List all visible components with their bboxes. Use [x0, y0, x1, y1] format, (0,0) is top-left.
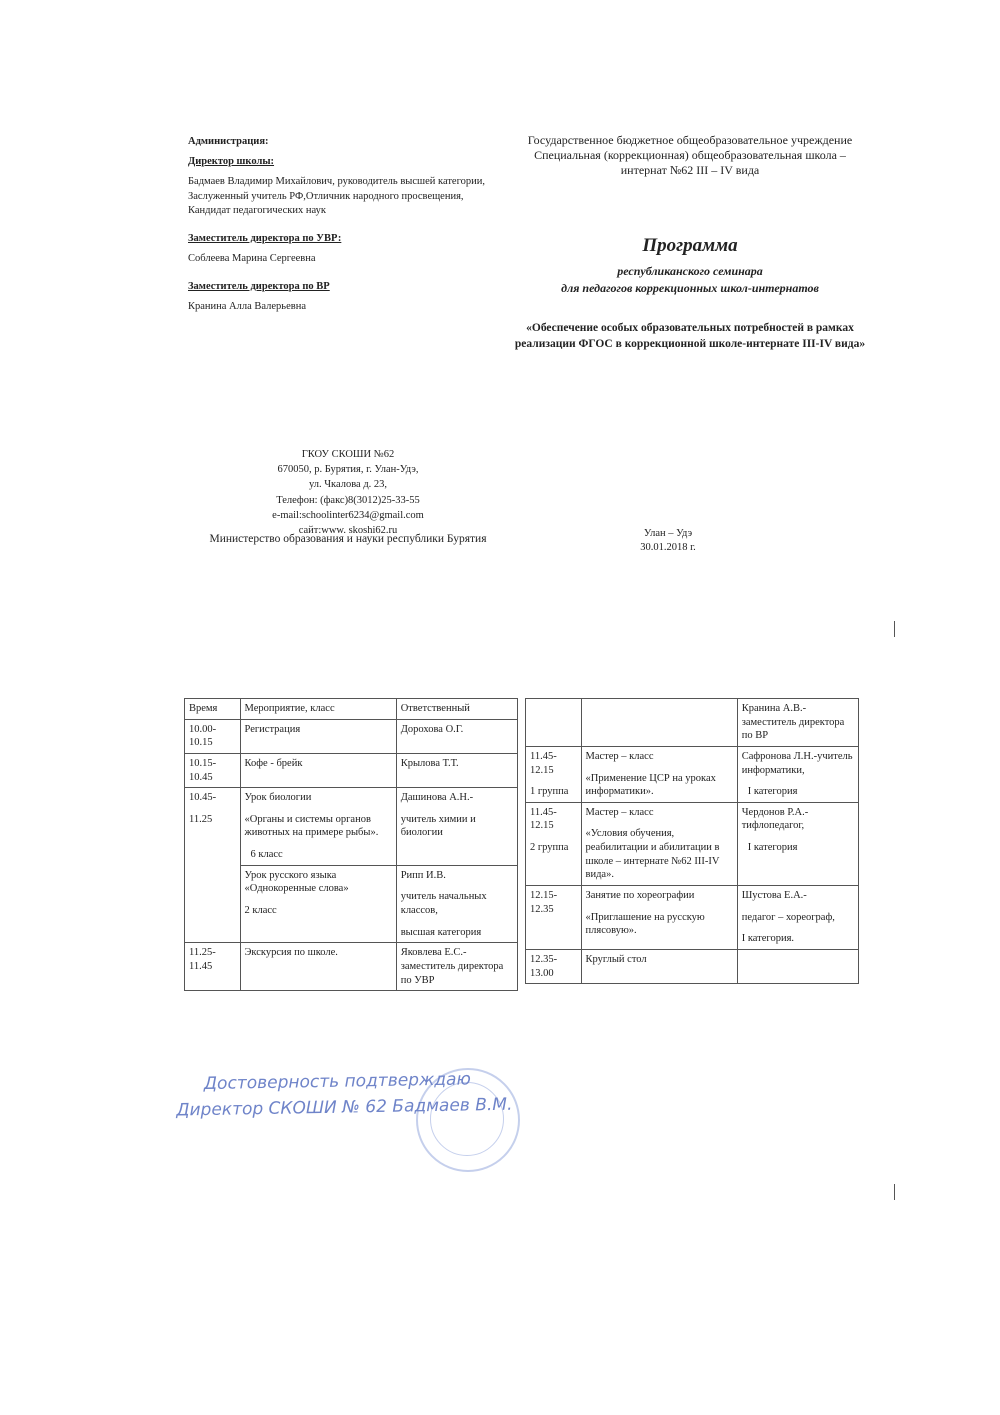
program-subtitle — [510, 263, 870, 297]
time-range: 11.45-12.15 — [530, 806, 557, 832]
row-event: Экскурсия по школе. — [240, 943, 396, 991]
row-time: 11.25-11.45 — [185, 943, 241, 991]
row-time — [526, 746, 582, 802]
contact-email: e-mail:schoolinter6234@gmail.com — [272, 509, 424, 521]
row-responsible: Крылова Т.Т. — [396, 753, 517, 787]
resp-name: Дашинова А.Н.- — [400, 792, 474, 804]
table-row — [185, 719, 518, 753]
table-row — [526, 886, 859, 950]
administration-heading: Администрация: — [188, 136, 269, 147]
row-event — [581, 699, 737, 747]
program-theme: «Обеспечение особых образовательных потребностей в рамках реализации ФГОС в коррекционной школе-интернате III-IV вида» — [514, 322, 866, 350]
resp-category: высшая категория — [400, 926, 482, 938]
time-end: 11.25 — [189, 813, 213, 825]
row-time — [526, 699, 582, 747]
row-time — [526, 802, 582, 885]
table-row — [185, 943, 518, 991]
uvr-heading: Заместитель директора по УВР: — [188, 232, 342, 244]
row-time — [185, 788, 241, 943]
row-responsible — [737, 746, 858, 802]
event-title: Урок биологии — [244, 792, 312, 804]
ministry-name: Министерство образования и науки республики Бурятия — [209, 533, 487, 545]
row-event — [240, 788, 396, 866]
institution-line-1: Государственное бюджетное общеобразовательное учреждение — [527, 133, 853, 147]
program-subtitle-2: для педагогов коррекционных школ-интернатов — [561, 280, 819, 295]
table-row — [185, 788, 518, 866]
signature-line-1: Достоверность подтверждаю — [203, 1069, 471, 1095]
uvr-name: Соблеева Марина Сергеевна — [188, 253, 316, 265]
contact-school: ГКОУ СКОШИ №62 — [301, 449, 395, 460]
group-label: 1 группа — [530, 786, 569, 798]
event-topic: «Приглашение на русскую плясовую». — [585, 911, 705, 937]
table-row — [526, 802, 859, 885]
resp-name: Сафронова Л.Н.-учитель информатики, — [741, 750, 853, 776]
event-class: 6 класс — [250, 849, 283, 861]
group-label: 2 группа — [530, 842, 569, 854]
contact-phone: Телефон: (факс)8(3012)25-33-55 — [276, 494, 420, 506]
time-start: 10.45- — [189, 792, 217, 804]
resp-role: учитель начальных классов, — [400, 891, 487, 917]
director-text: Бадмаев Владимир Михайлович, руководитель высшей категории, Заслуженный учитель РФ,Отличник народного просвещения, Кандидат педагогических наук — [188, 176, 485, 216]
event-title: Урок русского языка «Однокоренные слова» — [244, 869, 349, 895]
row-responsible: Кранина А.В.-заместитель директора по ВР — [737, 699, 858, 747]
time-range: 11.45-12.15 — [530, 750, 557, 776]
row-event: Круглый стол — [581, 949, 737, 983]
resp-role: педагог – хореограф, — [741, 911, 835, 923]
resp-category: I категория — [747, 786, 798, 798]
resp-role: учитель химии и биологии — [400, 813, 476, 839]
signature-line-2: Директор СКОШИ № 62 Бадмаев В.М. — [176, 1094, 513, 1121]
vr-name: Кранина Алла Валерьевна — [188, 301, 306, 313]
row-time: 12.35-13.00 — [526, 949, 582, 983]
resp-name: Рипп И.В. — [400, 869, 446, 881]
event-class: 2 класс — [244, 905, 277, 917]
city-date — [608, 527, 728, 555]
row-event: Регистрация — [240, 719, 396, 753]
header-time: Время — [185, 699, 241, 720]
row-responsible — [396, 865, 517, 943]
row-time: 10.15-10.45 — [185, 753, 241, 787]
table-row — [526, 949, 859, 983]
row-time: 12.15-12.35 — [526, 886, 582, 950]
contact-address: 670050, р. Бурятия, г. Улан-Удэ, — [277, 464, 419, 476]
table-row — [526, 699, 859, 747]
director-heading: Директор школы: — [188, 156, 275, 168]
document-date: 30.01.2018 г. — [640, 542, 696, 554]
scan-edge-mark — [894, 621, 895, 637]
institution-line-2: Специальная (коррекционная) общеобразовательная школа – интернат №62 III – IV вида — [534, 148, 846, 177]
resp-category: I категория — [747, 842, 798, 854]
row-responsible — [396, 788, 517, 866]
schedule-table-left — [184, 698, 518, 991]
event-topic: «Органы и системы органов животных на примере рыбы». — [244, 813, 379, 839]
program-subtitle-1: республиканского семинара — [617, 264, 763, 278]
administration-block — [188, 135, 508, 329]
row-event — [581, 746, 737, 802]
schedule-table-right — [525, 698, 859, 984]
table-row — [185, 753, 518, 787]
event-title: Мастер – класс — [585, 750, 654, 762]
row-event — [240, 865, 396, 943]
resp-category: I категория. — [741, 933, 795, 945]
brochure-cover-sheet — [148, 95, 896, 638]
event-title: Мастер – класс — [585, 806, 654, 818]
institution-name — [520, 133, 860, 178]
row-responsible — [737, 886, 858, 950]
resp-name: Шустова Е.А.- — [741, 890, 807, 902]
vr-heading: Заместитель директора по ВР — [188, 281, 330, 293]
row-time: 10.00-10.15 — [185, 719, 241, 753]
row-responsible — [737, 949, 858, 983]
header-responsible: Ответственный — [396, 699, 517, 720]
event-topic: «Применение ЦСР на уроках информатики». — [585, 772, 716, 798]
contact-site: сайт:www. skoshi62.ru — [298, 525, 398, 537]
city-name: Улан – Удэ — [643, 528, 693, 539]
table-row — [526, 746, 859, 802]
row-responsible: Дорохова О.Г. — [396, 719, 517, 753]
resp-name: Чердонов Р.А.-тифлопедагог, — [741, 806, 809, 832]
row-responsible: Яковлева Е.С.-заместитель директора по УВР — [396, 943, 517, 991]
row-event — [581, 886, 737, 950]
handwritten-signature — [176, 1065, 697, 1120]
row-event — [581, 802, 737, 885]
brochure-schedule-sheet — [148, 658, 896, 1200]
header-event: Мероприятие, класс — [240, 699, 396, 720]
program-title: Программа — [642, 235, 738, 256]
school-contacts — [188, 447, 508, 538]
contact-street: ул. Чкалова д. 23, — [308, 479, 388, 491]
row-event: Кофе - брейк — [240, 753, 396, 787]
row-responsible — [737, 802, 858, 885]
table-header-row — [185, 699, 518, 720]
scan-edge-mark — [894, 1184, 895, 1200]
event-topic: «Условия обучения, реабилитации и абилитации в школе – интернате №62 III-IV вида». — [585, 828, 720, 881]
event-title: Занятие по хореографии — [585, 890, 695, 902]
